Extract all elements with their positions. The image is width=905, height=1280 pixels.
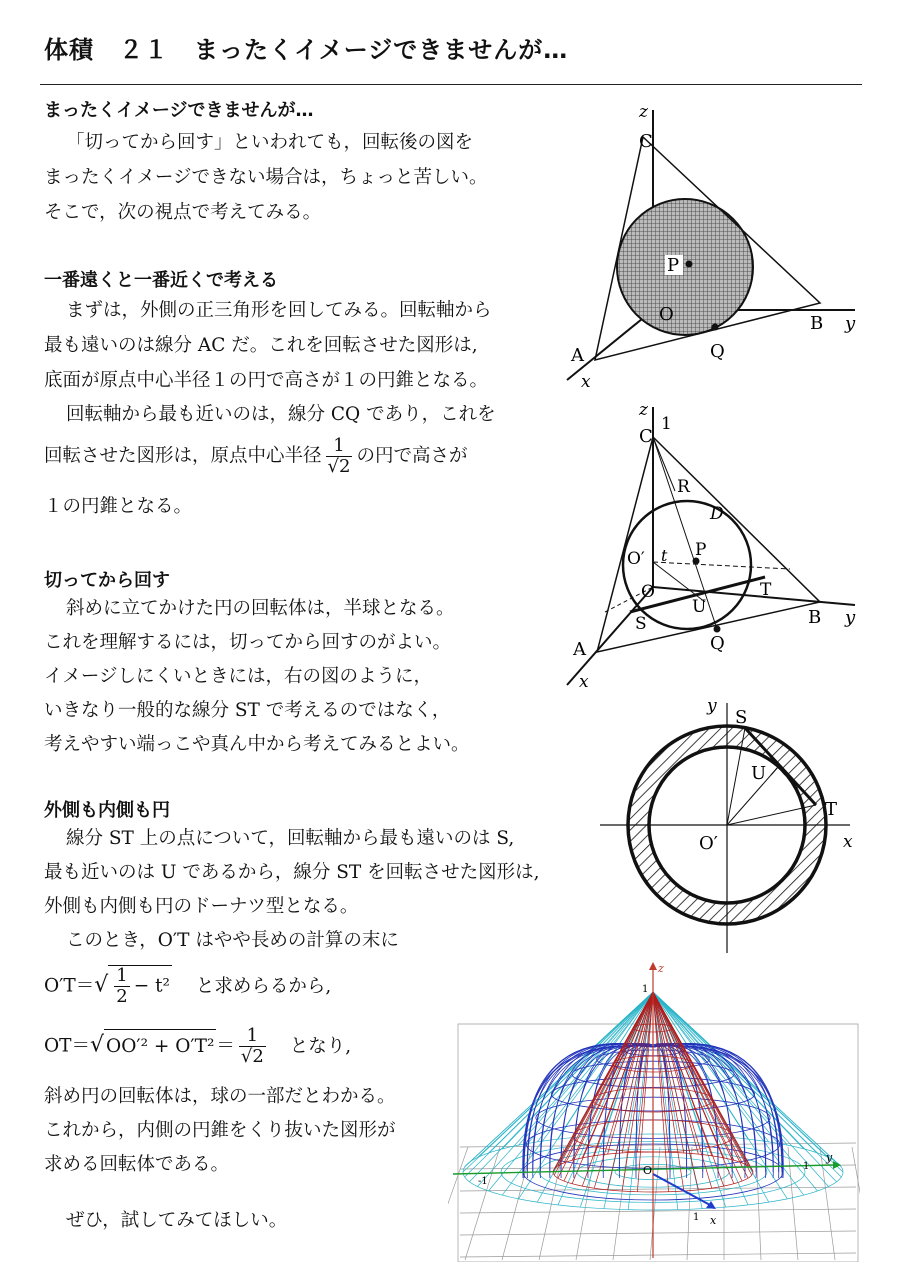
label-r: R	[677, 477, 690, 497]
s3-line3: イメージしにくいときには，右の図のように，	[44, 666, 432, 687]
equation-ot	[44, 1026, 351, 1067]
s2-line2: 最も遠いのは線分 AC だ。これを回転させた図形は,	[44, 335, 478, 356]
s2-line4: 回転軸から最も近いのは，線分 CQ であり，これを	[66, 404, 496, 425]
plane-line	[653, 562, 790, 569]
eq2-radicand: OO′² + O′T²	[104, 1029, 216, 1064]
figure-triangle-disk	[555, 95, 865, 395]
s4-line8: ぜひ，試してみてほしい。	[66, 1210, 288, 1231]
label-o: O	[641, 582, 655, 602]
eq2-numerator: 1	[239, 1026, 266, 1047]
tilted-disk	[617, 199, 753, 335]
label-one-x: 1	[693, 1212, 700, 1223]
eq1-numerator: 1	[116, 965, 128, 986]
segment-cq	[653, 437, 717, 629]
label-y: y	[845, 607, 856, 628]
label-o: O	[659, 304, 674, 325]
label-b: B	[808, 607, 822, 628]
label-o-prime: O′	[699, 833, 718, 854]
label-b: B	[810, 313, 824, 334]
label-z: z	[639, 102, 648, 122]
figure-wireframe-solid	[448, 962, 860, 1262]
s3-line4: いきなり一般的な線分 ST で考えるのではなく，	[44, 700, 451, 721]
s4-line5: 斜め円の回転体は，球の一部だとわかる。	[44, 1086, 396, 1107]
section3-heading: 切ってから回す	[44, 570, 170, 591]
label-one: 1	[661, 414, 672, 434]
label-p: P	[695, 540, 707, 560]
point-q	[712, 324, 719, 331]
s3-line1: 斜めに立てかけた円の回転体は，半球となる。	[66, 598, 455, 619]
eq1-denominator: 2	[116, 986, 128, 1007]
segment-cr	[653, 437, 675, 491]
fraction-one-over-root2	[326, 436, 353, 477]
label-one-top: 1	[642, 984, 649, 995]
s2-line5-b: の円で高さが	[356, 445, 468, 467]
fraction-numerator: 1	[326, 436, 353, 457]
sqrt-sign: √	[90, 1032, 105, 1058]
label-minus-one: -1	[478, 1176, 488, 1187]
title-rule	[40, 84, 862, 85]
label-x: x	[579, 672, 589, 692]
equation-o-prime-t	[44, 965, 331, 1007]
label-c: C	[639, 131, 653, 152]
triangle-abc	[597, 437, 820, 652]
label-x: x	[843, 832, 853, 852]
s2-line3: 底面が原点中心半径１の円で高さが１の円錐となる。	[44, 370, 489, 391]
s2-line5-a: 回転させた図形は，原点中心半径	[44, 445, 322, 467]
label-z: z	[658, 962, 664, 975]
y-axis	[653, 587, 855, 605]
label-s: S	[635, 614, 647, 634]
eq2-denominator: √2	[240, 1046, 264, 1067]
s3-line5: 考えやすい端っこや真ん中から考えてみるとよい。	[44, 734, 470, 755]
s4-line2: 最も近いのは U であるから，線分 ST を回転させた図形は,	[44, 862, 540, 883]
page-title: 体積 ２１ まったくイメージできませんが…	[44, 36, 569, 64]
z-arrow-icon	[649, 962, 657, 970]
label-d: D	[710, 504, 724, 524]
s4-line3: 外側も内側も円のドーナツ型となる。	[44, 896, 359, 917]
s2-line1: まずは，外側の正三角形を回してみる。回転軸から	[66, 300, 492, 321]
label-q: Q	[710, 341, 725, 362]
label-p: P	[667, 255, 680, 276]
label-u: U	[692, 597, 707, 617]
eq1-tail: − t²	[133, 975, 170, 997]
label-a: A	[571, 345, 584, 366]
x-arrow-icon	[706, 1201, 716, 1209]
s1-line2: まったくイメージできない場合は，ちょっと苦しい。	[44, 167, 488, 188]
label-u: U	[751, 763, 767, 784]
fraction-denominator: √2	[327, 456, 351, 477]
eq1-lhs: O′T＝	[44, 975, 95, 997]
figure-triangle-circle	[555, 397, 865, 692]
label-t: T	[760, 580, 772, 600]
label-s: S	[735, 707, 748, 728]
eq1-after: と求めらるから,	[195, 975, 332, 997]
section4-heading: 外側も内側も円	[44, 800, 170, 821]
s2-line5	[44, 436, 467, 477]
s1-line3: そこで，次の視点で考えてみる。	[44, 202, 322, 223]
label-y: y	[707, 696, 717, 716]
eq1-fraction	[114, 966, 129, 1007]
eq2-fraction	[239, 1026, 266, 1067]
label-t-param: t	[661, 546, 668, 565]
eq2-after: となり,	[289, 1035, 352, 1057]
s1-line1: 「切ってから回す」といわれても，回転後の図を	[66, 132, 474, 153]
label-o-prime: O′	[627, 549, 645, 569]
label-y: y	[826, 1151, 833, 1164]
label-c: C	[639, 426, 653, 447]
point-q	[714, 626, 721, 633]
point-p	[686, 261, 693, 268]
label-o: O	[643, 1164, 653, 1177]
s4-line4: このとき，O′T はやや長めの計算の末に	[66, 930, 399, 951]
s3-line2: これを理解するには，切ってから回すのがよい。	[44, 632, 452, 653]
label-x: x	[710, 1214, 717, 1227]
eq1-radicand	[108, 965, 172, 1007]
label-one-y: 1	[803, 1161, 810, 1172]
s2-line6: １の円錐となる。	[44, 496, 193, 517]
s4-line6: これから，内側の円錐をくり抜いた図形が	[44, 1120, 396, 1141]
eq2-lhs: OT＝	[44, 1035, 91, 1057]
section2-heading: 一番遠くと一番近くで考える	[44, 270, 278, 291]
s4-line1: 線分 ST 上の点について，回転軸から最も遠いのは S,	[66, 828, 515, 849]
section1-heading: まったくイメージできませんが…	[44, 100, 314, 121]
label-y: y	[845, 313, 856, 334]
figure-annulus	[595, 695, 865, 957]
s4-line7: 求める回転体である。	[44, 1154, 230, 1175]
sqrt-sign: √	[94, 972, 109, 998]
eq2-equals: ＝	[216, 1035, 235, 1057]
label-q: Q	[710, 633, 725, 654]
label-t: T	[825, 799, 838, 820]
label-x: x	[581, 372, 591, 392]
label-z: z	[639, 400, 648, 420]
label-a: A	[573, 639, 586, 660]
